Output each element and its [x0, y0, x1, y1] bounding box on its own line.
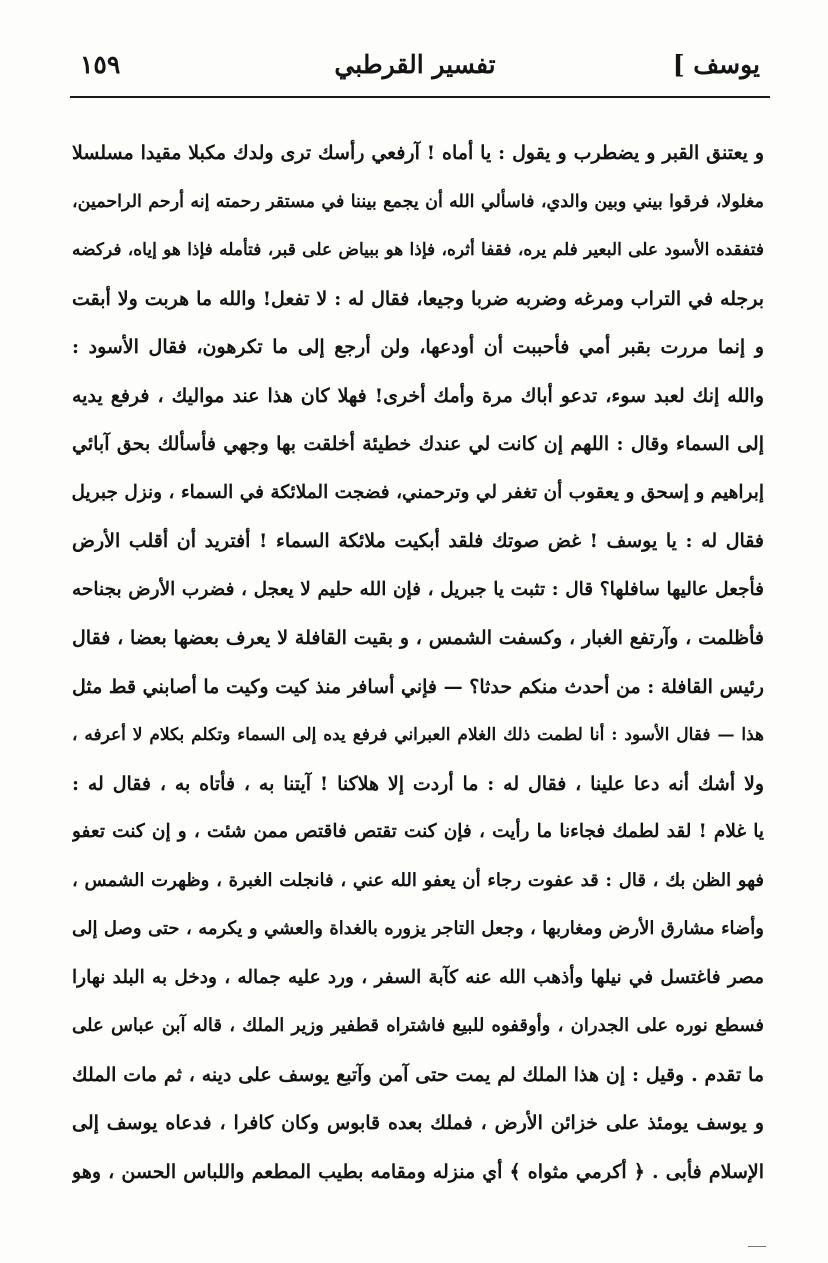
text-line: رئيس القافلة : من أحدث منكم حدثا؟ — فإني أسافر منذ كيت وكيت ما أصابني قط مثل [72, 675, 764, 698]
text-line: فسطع نوره على الجدران ، وأوقفوه للبيع فاشتراه قطفير وزير الملك ، قاله آبن عباس على [72, 1015, 764, 1036]
text-line: فأظلمت ، وآرتفع الغبار ، وكسفت الشمس ، و بقيت القافلة لا يعرف بعضها بعضا ، فقال [72, 627, 764, 649]
book-title: تفسير القرطبي [334, 50, 496, 79]
text-line: و يوسف يومئذ على خزائن الأرض ، فملك بعده قابوس وكان كافرا ، فدعاه يوسف إلى [72, 1112, 764, 1134]
text-line: وأضاء مشارق الأرض ومغاربها ، وجعل التاجر يزوره بالغداة والعشي و يكرمه ، حتى وصل إلى [72, 918, 764, 939]
text-line: فقال له : يا يوسف ! غض صوتك فلقد أبكيت ملائكة السماء ! أفتريد أن أقلب الأرض [72, 530, 764, 552]
text-line: مغلولا، فرقوا بيني وبين والدي، فاسألي الله أن يجمع بيننا في مستقر رحمته إنه أرحم الراحمين، [72, 191, 764, 212]
text-line: إلى السماء وقال : اللهم إن كانت لي عندك خطيئة أخلقت بها وجهي فأسألك بحق آبائي [72, 433, 764, 455]
text-line: فهو الظن بك ، قال : قد عفوت رجاء أن يعفو الله عني ، فانجلت الغبرة ، وظهرت الشمس ، [72, 869, 764, 891]
scan-mark [748, 1246, 766, 1247]
text-line: و إنما مررت بقبر أمي فأحببت أن أودعها، ولن أرجع إلى ما تكرهون، فقال الأسود : [72, 336, 764, 358]
running-header [70, 50, 760, 94]
text-line: فتفقده الأسود على البعير فلم يره، فقفا أثره، فإذا هو ببياض على قبر، فتأمله فإذا هو إياه، فركضه [72, 240, 764, 260]
text-line: برجله في التراب ومرغه وضربه ضربا وجيعا، فقال له : لا تفعل! والله ما هربت ولا أبقت [72, 287, 764, 310]
text-line: هذا — فقال الأسود : أنا لطمت ذلك الغلام العبراني فرفع يده إلى السماء وتكلم بكلام لا أعرفه ، [72, 725, 764, 745]
text-line: مصر فاغتسل في نيلها وأذهب الله عنه كآبة السفر ، ورد عليه جماله ، ودخل به البلد نهارا [72, 966, 764, 988]
text-line: إبراهيم و إسحق و يعقوب أن تغفر لي وترحمني، فضجت الملائكة في السماء ، ونزل جبريل [72, 481, 764, 503]
header-divider [70, 96, 770, 98]
text-line: والله إنك لعبد سوء، تدعو أباك مرة وأمك أخرى! فهلا كان هذا عند مواليك ، فرفع يديه [72, 384, 764, 407]
page-number: ١٥٩ [80, 50, 121, 79]
section-title: يوسف ] [672, 50, 760, 79]
text-line: فأجعل عاليها سافلها؟ قال : تثبت يا جبريل ، فإن الله حليم لا يعجل ، فضرب الأرض بجناحه [72, 578, 764, 600]
text-line: يا غلام ! لقد لطمك فجاءنا ما رأيت ، فإن كنت تقتص فاقتص ممن شئت ، و إن كنت تعفو [72, 821, 764, 842]
text-line: الإسلام فأبى . ﴿ أكرمي مثواه ﴾ أي منزله ومقامه بطيب المطعم واللباس الحسن ، وهو [72, 1160, 764, 1183]
text-line: ما تقدم . وقيل : إن هذا الملك لم يمت حتى آمن وآتبع يوسف على دينه ، ثم مات الملك [72, 1063, 764, 1086]
body-text [72, 129, 764, 1196]
text-line: و يعتنق القبر و يضطرب و يقول : يا أماه ! آرفعي رأسك ترى ولدك مكبلا مقيدا مسلسلا [72, 142, 764, 164]
text-line: ولا أشك أنه دعا علينا ، فقال له : ما أردت إلا هلاكنا ! آيتنا به ، فأتاه به ، فقال له : [72, 772, 764, 795]
